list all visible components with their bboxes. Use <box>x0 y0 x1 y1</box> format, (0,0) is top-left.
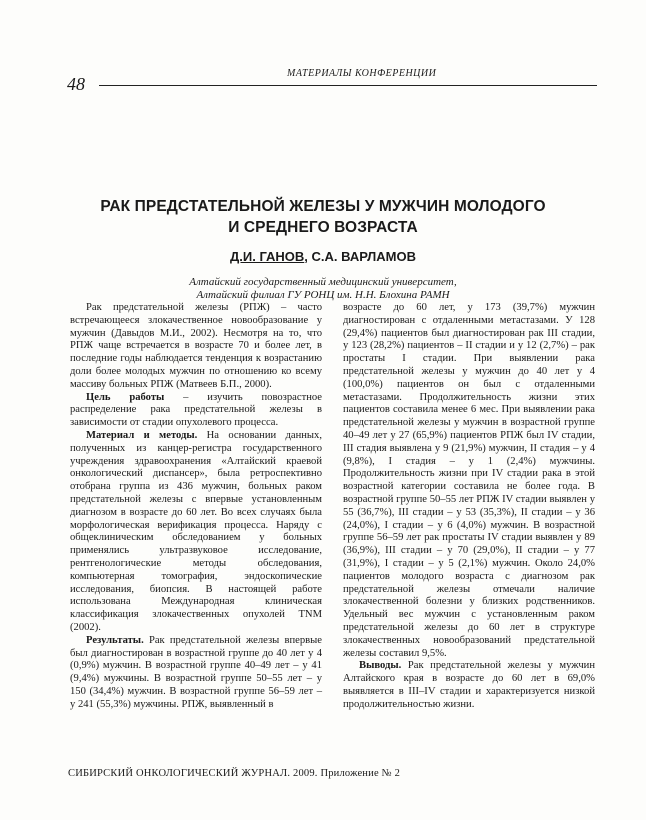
aim-text: – изучить повозрастное распределение рака предстательной железы в зависимости от стадии опухолевого процесса. <box>70 391 322 429</box>
methods-text: На основании данных, полученных из канцер-регистра государственного учреждения здравоохранения «Алтайский краевой онкологический диспансер», была ретроспективно отобрана группа из 436 мужчин, больных раком предстательной железы с впервые установленным диагнозом в возрасте до 60 лет. Во всех случаях была морфологическая верификация процесса. Наряду с общеклиническим обследованием у больных применялись ультразвуковое исследование, рентгенологические методы обследования, компьютерная томография, эндоскопические исследования, биопсия. В настоящей работе использована Международная клиническая классификация злокачественных опухолей TNM (2002). <box>70 429 322 633</box>
author-separator: , <box>304 249 312 264</box>
conclusions-text: Рак предстательной железы у мужчин Алтайского края в возрасте до 60 лет в 69,0% выявляется в III–IV стадии и характеризуется низкой продолжительностью жизни. <box>343 660 595 710</box>
results-continued: возрасте до 60 лет, у 173 (39,7%) мужчин диагностирован с отдаленными метастазами. У 128 (29,4%) пациентов был диагностирован рак III стадии, у 123 (28,2%) пациентов – II стадии и у 12 (2,7%) – рак простаты I стадии. При выявлении рака предстательной железы у мужчин до 40 лет у 4 (100,0%) пациентов он был с отдаленными метастазами. Продолжительность жизни этих пациентов составила менее 6 мес. При выявлении рака предстательной железы у мужчин в возрастной группе 40–49 лет у 27 (65,9%) пациентов РПЖ был IV стадии, III стадия выявлена у 9 (21,9%) мужчин, II стадия – у 4 (9,8%), I стадия – у 1 (2,4%) мужчины. Продолжительность жизни при IV стадии рака в этой возрастной категории составила не более года. В возрастной группе 50–55 лет РПЖ IV стадии выявлен у 55 (36,7%), III стадии – у 53 (35,3%), II стадии – у 36 (24,0%), I стадии – у 6 (4,0%) мужчин. В возрастной группе 56–59 лет рак простаты IV стадии выявлен у 89 (36,9%), III стадии – у 70 (29,0%), II стадии – у 77 (31,9%), I стадии – у 5 (2,1%) мужчин. Около 24,0% пациентов молодого возраста с диагнозом рак предстательной железы отмечали наличие злокачественной болезни у близких родственников. Удельный вес мужчин с установленным раком предстательной железы до 60 лет в структуре злокачественных новообразований предстательной железы составил 9,5%. <box>343 302 595 659</box>
results-text: Рак предстательной железы впервые был диагностирован в возрастной группе до 40 лет у 4 (0,9%) мужчин. В возрастной группе 40–49 лет – у 41 (9,4%) мужчины. В возрастной группе 50–55 лет – у 150 (34,4%) мужчин. В возрастной группе 56–59 лет – у 241 (55,3%) мужчины. РПЖ, выявленный в <box>70 634 322 710</box>
affiliation-line-1: Алтайский государственный медицинский университет, <box>189 276 457 288</box>
affiliation <box>60 276 586 302</box>
results-label: Результаты. <box>86 634 144 646</box>
left-column <box>70 302 322 712</box>
methods-paragraph <box>70 430 322 635</box>
title-line-2: И СРЕДНЕГО ВОЗРАСТА <box>228 219 418 236</box>
intro-paragraph: Рак предстательной железы (РПЖ) – часто встречающееся злокачественное новообразование у мужчин (Давыдов М.И., 2002). Несмотря на то, что РПЖ чаще встречается в возрасте 70 и более лет, в последние годы наблюдается тенденция к возрастанию доли более молодых мужчин по отношению ко всему массиву больных РПЖ (Матвеев Б.П., 2000). <box>70 302 322 390</box>
affiliation-line-2: Алтайский филиал ГУ РОНЦ им. Н.Н. Блохина РАМН <box>196 289 450 301</box>
running-head: МАТЕРИАЛЫ КОНФЕРЕНЦИИ <box>287 68 437 79</box>
page-number: 48 <box>67 74 85 94</box>
aim-paragraph <box>70 392 322 430</box>
conclusions-label: Выводы. <box>359 660 402 672</box>
journal-footer: СИБИРСКИЙ ОНКОЛОГИЧЕСКИЙ ЖУРНАЛ. 2009. Приложение № 2 <box>68 768 401 779</box>
right-column <box>343 302 595 712</box>
article-title <box>60 196 586 238</box>
conclusions-paragraph <box>343 660 595 711</box>
results-paragraph <box>70 635 322 712</box>
methods-label: Материал и методы. <box>86 429 198 441</box>
aim-label: Цель работы <box>86 391 165 403</box>
header-rule <box>99 85 597 86</box>
author-2: С.А. ВАРЛАМОВ <box>311 249 416 264</box>
title-line-1: РАК ПРЕДСТАТЕЛЬНОЙ ЖЕЛЕЗЫ У МУЖЧИН МОЛОДОГО <box>100 198 546 215</box>
authors <box>60 249 586 264</box>
author-1: Д.И. ГАНОВ <box>230 249 305 264</box>
